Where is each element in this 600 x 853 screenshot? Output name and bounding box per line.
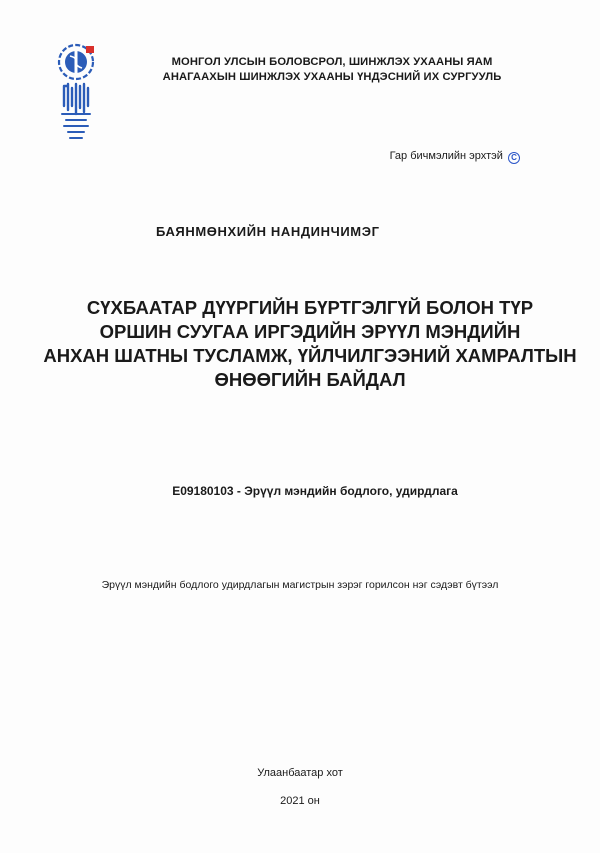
author-name: БАЯНМӨНХИЙН НАНДИНЧИМЭГ	[156, 224, 380, 239]
ministry-name: МОНГОЛ УЛСЫН БОЛОВСРОЛ, ШИНЖЛЭХ УХААНЫ ЯАМ	[171, 56, 493, 68]
copyright-label: Гар бичмэлийн эрхтэй	[389, 150, 503, 162]
university-name: АНАГААХЫН ШИНЖЛЭХ УХААНЫ ҮНДЭСНИЙ ИХ СУРГУУЛЬ	[162, 70, 502, 83]
title-line: АНХАН ШАТНЫ ТУСЛАМЖ, ҮЙЛЧИЛГЭЭНИЙ ХАМРАЛТЫН	[43, 345, 577, 366]
title-line: ОРШИН СУУГАА ИРГЭДИЙН ЭРҮҮЛ МЭНДИЙН	[99, 321, 521, 342]
title-line: ӨНӨӨГИЙН БАЙДАЛ	[214, 369, 406, 390]
year: 2021 он	[280, 795, 320, 807]
university-logo-icon	[50, 42, 102, 152]
title-line: СҮХБААТАР ДҮҮРГИЙН БҮРТГЭЛГҮЙ БОЛОН ТҮР	[86, 297, 534, 318]
degree-note: Эрүүл мэндийн бодлого удирдлагын магистрын зэрэг горилсон нэг сэдэвт бүтээл	[101, 579, 499, 591]
city: Улаанбаатар хот	[257, 767, 343, 779]
thesis-title	[40, 296, 580, 392]
university-header	[112, 55, 552, 84]
copyright-note	[390, 150, 520, 164]
copyright-icon: C	[508, 152, 520, 164]
specialty-code: E09180103 - Эрүүл мэндийн бодлого, удирдлага	[172, 484, 458, 498]
